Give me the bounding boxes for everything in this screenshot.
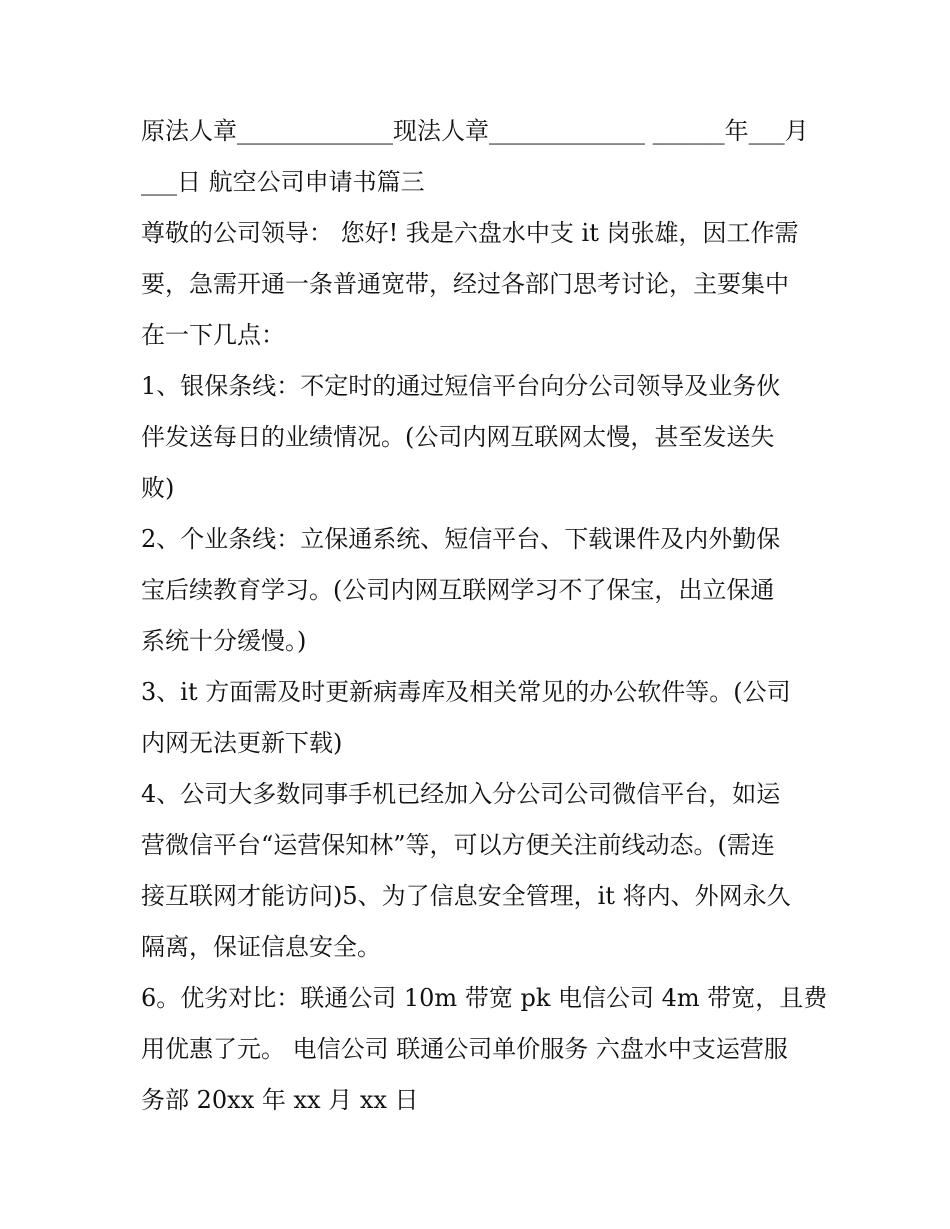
signature-line: 原法人章_____________现法人章_____________ ______年___月 xyxy=(141,117,809,145)
list-item-5-cont: 隔离，保证信息安全。 xyxy=(141,933,381,961)
list-item-1-cont: 伴发送每日的业绩情况。(公司内网互联网太慢，甚至发送失 xyxy=(141,423,775,451)
body-line: 要，急需开通一条普通宽带，经过各部门思考讨论，主要集中 xyxy=(141,270,789,298)
list-item-3-cont: 内网无法更新下载) xyxy=(141,729,343,757)
date-and-section-title: ___日 航空公司申请书篇三 xyxy=(141,168,425,196)
list-item-2-cont: 系统十分缓慢。) xyxy=(141,627,307,655)
list-item-2-cont: 宝后续教育学习。(公司内网互联网学习不了保宝，出立保通 xyxy=(141,576,775,604)
list-item-6: 6。优劣对比：联通公司 10m 带宽 pk 电信公司 4m 带宽，且费 xyxy=(141,984,828,1012)
list-item-6-cont: 用优惠了元。 电信公司 联通公司单价服务 六盘水中支运营服 xyxy=(141,1035,788,1063)
list-item-2: 2、个业条线：立保通系统、短信平台、下载课件及内外勤保 xyxy=(141,525,781,553)
list-item-3: 3、it 方面需及时更新病毒库及相关常见的办公软件等。(公司 xyxy=(141,678,791,706)
document-body xyxy=(141,106,828,1126)
list-item-1-cont: 败) xyxy=(141,474,175,502)
closing-signature-date: 务部 20xx 年 xx 月 xx 日 xyxy=(141,1086,419,1114)
body-line: 在一下几点： xyxy=(141,321,285,349)
body-line: 尊敬的公司领导： 您好! 我是六盘水中支 it 岗张雄，因工作需 xyxy=(141,219,799,247)
list-item-4-cont: 营微信平台“运营保知林”等，可以方便关注前线动态。(需连 xyxy=(141,831,775,859)
list-item-4-5-cont: 接互联网才能访问)5、为了信息安全管理，it 将内、外网永久 xyxy=(141,882,791,910)
list-item-4: 4、公司大多数同事手机已经加入分公司公司微信平台，如运 xyxy=(141,780,781,808)
list-item-1: 1、银保条线：不定时的通过短信平台向分公司领导及业务伙 xyxy=(141,372,781,400)
